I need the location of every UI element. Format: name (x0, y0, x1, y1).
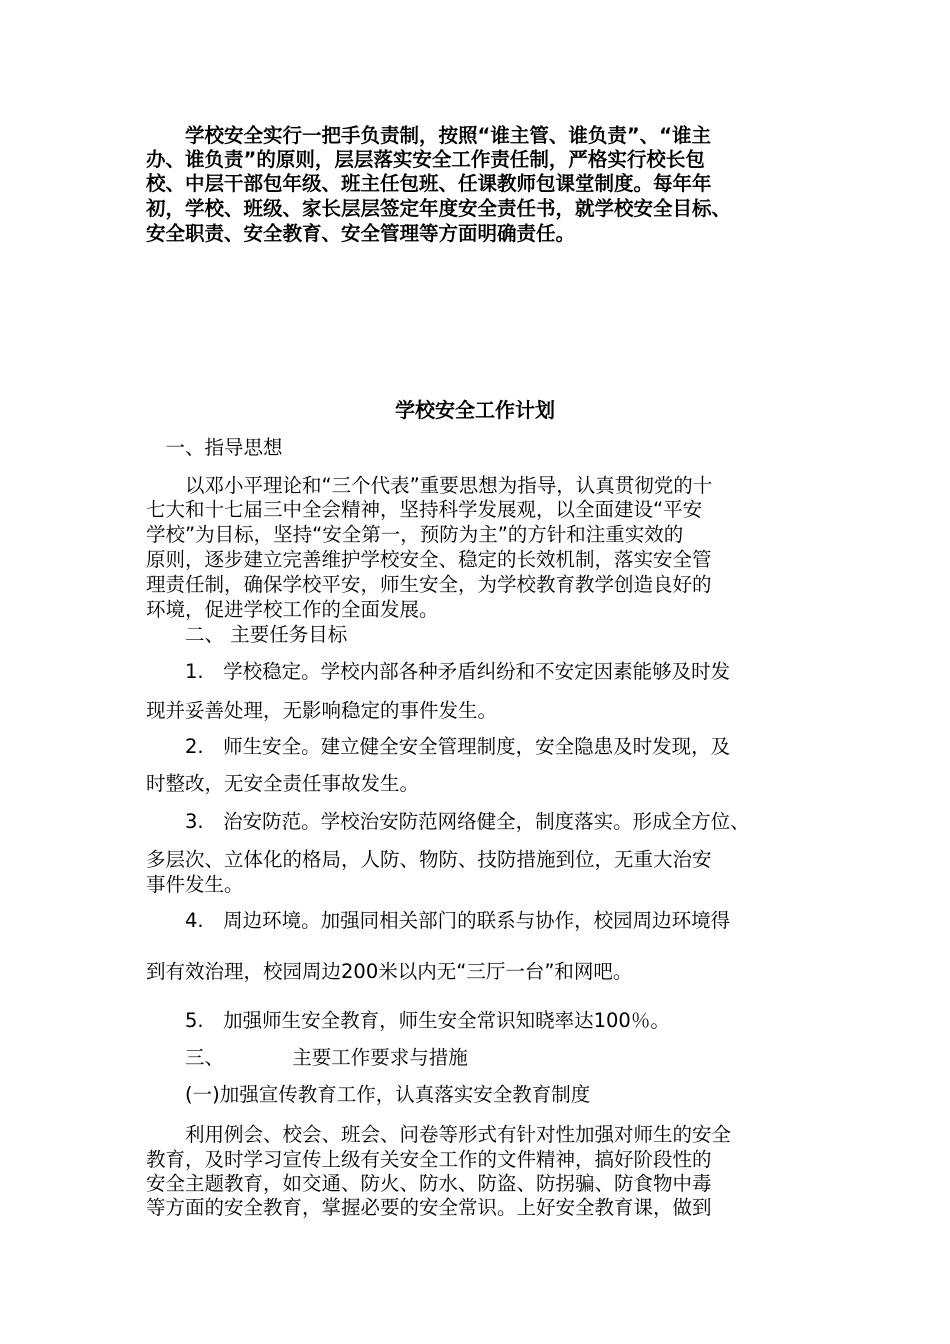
intro-line: 办、谁负责”的原则，层层落实安全工作责任制，严格实行校长包 (146, 148, 705, 171)
list-item-line: 多层次、立体化的格局，人防、物防、技防措施到位，无重大治安 (146, 848, 712, 871)
paragraph-line: 七大和十七届三中全会精神，坚持科学发展观，以全面建设“平安 (146, 498, 703, 521)
paragraph-line: 教育，及时学习宣传上级有关安全工作的文件精神，搞好阶段性的 (146, 1148, 712, 1171)
list-item-line: 4. 周边环境。加强同相关部门的联系与协作，校园周边环境得 (146, 909, 731, 932)
intro-line: 安全职责、安全教育、安全管理等方面明确责任。 (146, 222, 576, 245)
section-heading: 三、 主要工作要求与措施 (146, 1046, 468, 1069)
list-item-line: 时整改，无安全责任事故发生。 (146, 772, 420, 795)
paragraph-line: 环境，促进学校工作的全面发展。 (146, 598, 439, 621)
list-item-line: 到有效治理，校园周边200米以内无“三厅一台”和网吧。 (146, 960, 633, 983)
paragraph-line: 学校”为目标，坚持“安全第一，预防为主”的方针和注重实效的 (146, 523, 684, 546)
list-item-line: 5. 加强师生安全教育，师生安全常识知晓率达100％。 (146, 1009, 670, 1032)
paragraph-line: 安全主题教育，如交通、防火、防水、防盗、防拐骗、防食物中毒 (146, 1172, 712, 1195)
section-heading: 二、 主要任务目标 (146, 623, 348, 646)
paragraph-line: 利用例会、校会、班会、问卷等形式有针对性加强对师生的安全 (146, 1123, 732, 1146)
paragraph-line: 等方面的安全教育，掌握必要的安全常识。上好安全教育课，做到 (146, 1196, 712, 1219)
document-title: 学校安全工作计划 (395, 398, 555, 422)
list-item-line: 现并妥善处理，无影响稳定的事件发生。 (146, 699, 498, 722)
intro-line: 学校安全实行一把手负责制，按照“谁主管、谁负责”、“谁主 (146, 124, 711, 147)
paragraph-line: 原则，逐步建立完善维护学校安全、稳定的长效机制，落实安全管 (146, 548, 712, 571)
list-item-line: 3. 治安防范。学校治安防范网络健全，制度落实。形成全方位、 (146, 810, 750, 833)
intro-line: 初，学校、班级、家长层层签定年度安全责任书，就学校安全目标、 (146, 197, 732, 220)
list-item-line: 2. 师生安全。建立健全安全管理制度，安全隐患及时发现，及 (146, 735, 731, 758)
intro-line: 校、中层干部包年级、班主任包班、任课教师包课堂制度。每年年 (146, 172, 712, 195)
section-heading: 一、指导思想 (146, 436, 283, 459)
list-item-line: 事件发生。 (146, 873, 244, 896)
list-item-line: 1. 学校稳定。学校内部各种矛盾纠纷和不安定因素能够及时发 (146, 660, 731, 683)
paragraph-line: 以邓小平理论和“三个代表”重要思想为指导，认真贯彻党的十 (146, 474, 713, 497)
paragraph-line: 理责任制，确保学校平安，师生安全，为学校教育教学创造良好的 (146, 573, 712, 596)
subsection-heading: (一)加强宣传教育工作，认真落实安全教育制度 (146, 1083, 591, 1106)
